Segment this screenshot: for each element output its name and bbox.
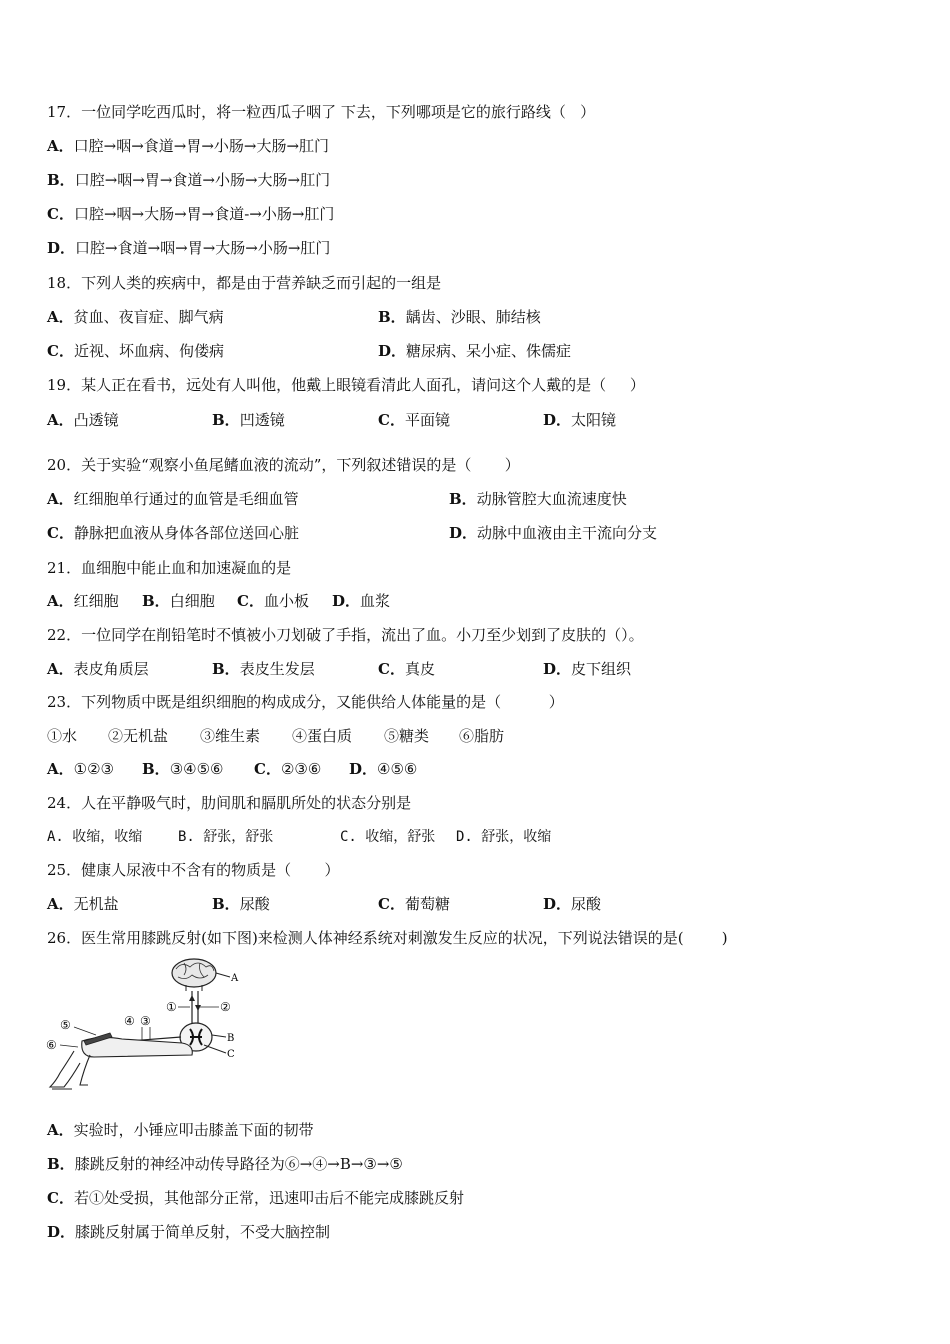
option-text: 红细胞单行通过的血管是毛细血管: [73, 490, 299, 508]
option-text: 平面镜: [404, 411, 450, 429]
option-text: 膝跳反射的神经冲动传导路径为⑥→④→B→③→⑤: [74, 1155, 403, 1173]
option-label: C．: [237, 592, 264, 610]
option-text: 红细胞: [73, 592, 119, 610]
option-text: 葡萄糖: [404, 895, 450, 913]
option-label: C．: [47, 1189, 74, 1207]
q24-option-c: [340, 827, 435, 847]
option-label: A.: [47, 829, 64, 845]
option-text: 舒张，舒张: [203, 829, 274, 845]
option-text: 龋齿、沙眼、肺结核: [405, 308, 541, 326]
option-text: 动脉中血液由主干流向分支: [477, 524, 658, 542]
option-label: A．: [47, 1121, 74, 1139]
option-label: C．: [254, 760, 281, 778]
option-label: B．: [142, 592, 170, 610]
q26-option-c: [47, 1188, 464, 1208]
question-22-stem: 22．一位同学在削铅笔时不慎被小刀划破了手指，流出了血。小刀至少划到了皮肤的（）。: [47, 626, 644, 644]
option-text: 贫血、夜盲症、脚气病: [73, 308, 224, 326]
option-text: 血浆: [360, 592, 391, 610]
figure-label-2: ②: [220, 1000, 231, 1014]
option-label: B．: [47, 1155, 75, 1173]
option-label: D．: [332, 592, 361, 610]
option-text: ④⑤⑥: [377, 760, 418, 778]
option-text: 凸透镜: [73, 411, 119, 429]
option-text: 近视、坏血病、佝偻病: [73, 342, 224, 360]
knee-jerk-reflex-figure: [44, 955, 244, 1097]
q17-option-b: [47, 170, 330, 190]
option-label: A．: [47, 760, 74, 778]
option-label: C．: [378, 895, 405, 913]
q18-option-c: [47, 341, 224, 361]
option-text: 静脉把血液从身体各部位送回心脏: [73, 524, 299, 542]
option-text: 动脉管腔大血流速度快: [476, 490, 627, 508]
option-label: D．: [47, 239, 76, 257]
q17-option-a: [47, 136, 329, 156]
q18-option-d: [378, 341, 571, 361]
q25-option-c: [378, 894, 450, 914]
option-label: B．: [212, 895, 240, 913]
q21-option-d: [332, 591, 390, 611]
q26-option-a: [47, 1120, 314, 1140]
option-label: D．: [47, 1223, 76, 1241]
figure-label-3: ③: [140, 1014, 151, 1028]
q23-item-5: ⑤糖类: [384, 727, 430, 745]
figure-label-c: C: [227, 1049, 235, 1060]
option-text: 膝跳反射属于简单反射，不受大脑控制: [75, 1223, 331, 1241]
option-text: 血小板: [263, 592, 309, 610]
option-text: 真皮: [404, 660, 435, 678]
option-label: D．: [543, 411, 572, 429]
figure-label-6: ⑥: [46, 1038, 57, 1052]
option-label: B．: [449, 490, 477, 508]
option-label: A．: [47, 490, 74, 508]
option-text: 尿酸: [239, 895, 270, 913]
option-text: 白细胞: [169, 592, 215, 610]
q23-item-4: ④蛋白质: [292, 727, 353, 745]
option-label: A．: [47, 137, 74, 155]
question-26-stem: 26．医生常用膝跳反射(如下图)来检测人体神经系统对刺激发生反应的状况，下列说法错误的是( ): [47, 929, 728, 947]
option-text: 皮下组织: [571, 660, 632, 678]
figure-label-1: ①: [166, 1000, 177, 1014]
q19-option-a: [47, 410, 119, 430]
option-text: 口腔→咽→大肠→胃→食道-→小肠→肛门: [73, 205, 335, 223]
option-label: D．: [349, 760, 378, 778]
option-label: B．: [47, 171, 75, 189]
option-label: C．: [378, 660, 405, 678]
option-label: C．: [47, 342, 74, 360]
option-text: ③④⑤⑥: [169, 760, 224, 778]
q22-option-a: [47, 659, 149, 679]
q24-option-d: [456, 827, 551, 847]
option-text: ②③⑥: [280, 760, 322, 778]
option-label: B．: [212, 660, 240, 678]
q20-option-d: [449, 523, 657, 543]
option-label: C.: [340, 829, 357, 845]
q23-item-1: ①水: [47, 727, 78, 745]
question-25-stem: 25．健康人尿液中不含有的物质是（ ）: [47, 861, 340, 879]
option-label: D．: [378, 342, 407, 360]
option-text: 太阳镜: [571, 411, 617, 429]
option-label: C．: [378, 411, 405, 429]
q19-option-d: [543, 410, 616, 430]
option-text: 若①处受损，其他部分正常，迅速叩击后不能完成膝跳反射: [73, 1189, 464, 1207]
figure-label-5: ⑤: [60, 1018, 71, 1032]
q17-option-d: [47, 238, 330, 258]
option-text: 收缩，舒张: [365, 829, 436, 845]
q22-option-d: [543, 659, 631, 679]
option-text: 口腔→食道→咽→胃→大肠→小肠→肛门: [75, 239, 331, 257]
q20-option-c: [47, 523, 299, 543]
question-20-stem: 20．关于实验“观察小鱼尾鳍血液的流动”，下列叙述错误的是（ ）: [47, 456, 520, 474]
figure-label-4: ④: [124, 1014, 135, 1028]
option-text: 口腔→咽→胃→食道→小肠→大肠→肛门: [74, 171, 331, 189]
q26-option-d: [47, 1222, 330, 1242]
q18-option-b: [378, 307, 541, 327]
figure-label-b: B: [227, 1033, 235, 1044]
q23-option-d: [349, 759, 417, 779]
option-label: B．: [142, 760, 170, 778]
option-label: A．: [47, 411, 74, 429]
option-label: B．: [212, 411, 240, 429]
option-label: C．: [47, 205, 74, 223]
q22-option-b: [212, 659, 315, 679]
q23-item-2: ②无机盐: [108, 727, 169, 745]
q22-option-c: [378, 659, 435, 679]
option-text: 尿酸: [571, 895, 602, 913]
question-23-stem: 23．下列物质中既是组织细胞的构成成分，又能供给人体能量的是（ ）: [47, 693, 564, 711]
option-text: 糖尿病、呆小症、侏儒症: [406, 342, 572, 360]
option-label: D．: [543, 660, 572, 678]
option-label: A．: [47, 895, 74, 913]
q23-option-c: [254, 759, 321, 779]
option-label: C．: [47, 524, 74, 542]
option-text: 舒张，收缩: [481, 829, 552, 845]
q23-option-a: [47, 759, 114, 779]
option-label: D．: [449, 524, 478, 542]
q21-option-b: [142, 591, 215, 611]
q25-option-d: [543, 894, 601, 914]
option-text: 口腔→咽→食道→胃→小肠→大肠→肛门: [73, 137, 330, 155]
question-17-stem: 17．一位同学吃西瓜时，将一粒西瓜子咽了 下去，下列哪项是它的旅行路线（ ）: [47, 103, 596, 121]
question-24-stem: 24．人在平静吸气时，肋间肌和膈肌所处的状态分别是: [47, 794, 412, 812]
q26-option-b: [47, 1154, 403, 1174]
q24-option-b: [178, 827, 273, 847]
question-18-stem: 18．下列人类的疾病中，都是由于营养缺乏而引起的一组是: [47, 274, 442, 292]
q20-option-a: [47, 489, 299, 509]
q23-option-b: [142, 759, 223, 779]
option-label: A．: [47, 592, 74, 610]
option-label: D．: [543, 895, 572, 913]
q19-option-b: [212, 410, 285, 430]
figure-label-a: A: [231, 973, 239, 984]
option-text: 表皮角质层: [73, 660, 149, 678]
option-label: B．: [378, 308, 406, 326]
option-label: A．: [47, 308, 74, 326]
q25-option-b: [212, 894, 270, 914]
leg-icon: [50, 1033, 192, 1089]
question-19-stem: 19．某人正在看书，远处有人叫他，他戴上眼镜看清此人面孔，请问这个人戴的是（ ）: [47, 376, 645, 394]
q19-option-c: [378, 410, 450, 430]
question-21-stem: 21．血细胞中能止血和加速凝血的是: [47, 559, 292, 577]
q23-item-6: ⑥脂肪: [459, 727, 505, 745]
brain-icon: [172, 959, 216, 991]
option-label: B.: [178, 829, 195, 845]
option-text: ①②③: [73, 760, 114, 778]
q20-option-b: [449, 489, 627, 509]
option-text: 表皮生发层: [239, 660, 315, 678]
q17-option-c: [47, 204, 334, 224]
q21-option-c: [237, 591, 309, 611]
option-label: D.: [456, 829, 473, 845]
q18-option-a: [47, 307, 224, 327]
option-text: 实验时，小锤应叩击膝盖下面的韧带: [73, 1121, 314, 1139]
option-text: 收缩，收缩: [72, 829, 143, 845]
option-text: 凹透镜: [239, 411, 285, 429]
q23-item-3: ③维生素: [200, 727, 261, 745]
q25-option-a: [47, 894, 119, 914]
q24-option-a: [47, 827, 142, 847]
option-text: 无机盐: [73, 895, 119, 913]
q21-option-a: [47, 591, 119, 611]
option-label: A．: [47, 660, 74, 678]
